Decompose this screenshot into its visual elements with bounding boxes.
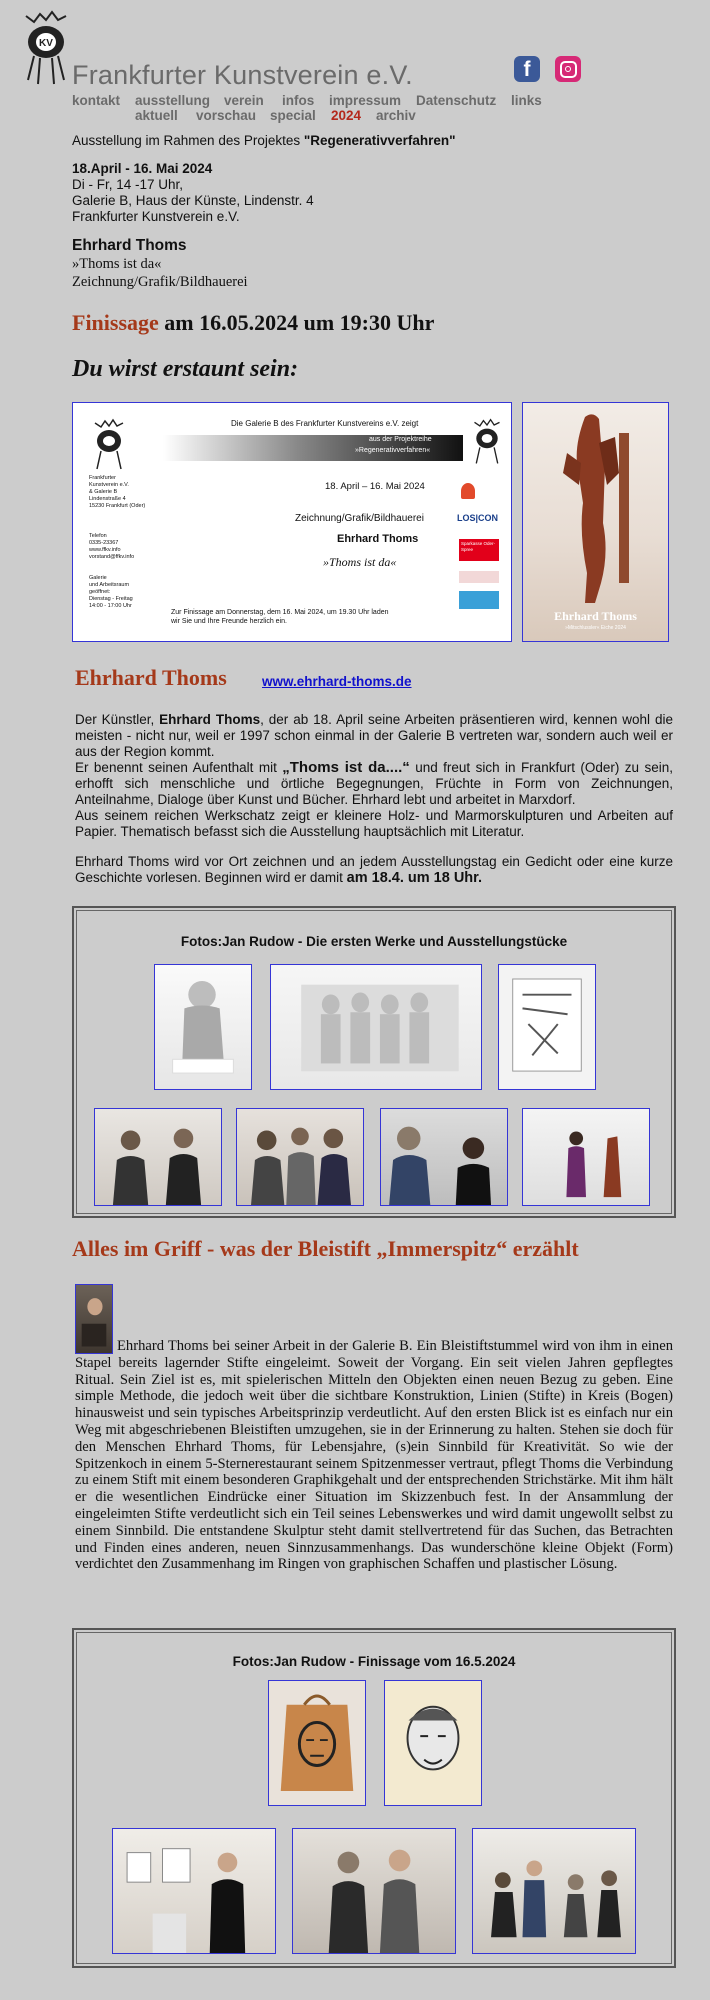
- gallery-photo[interactable]: [522, 1108, 650, 1206]
- poster-header: Die Galerie B des Frankfurter Kunstvereins e.V. zeigt: [231, 419, 419, 428]
- finissage-date: am 16.05.2024 um 19:30 Uhr: [158, 310, 435, 335]
- poster-dates: 18. April – 16. Mai 2024: [325, 481, 425, 492]
- exhibition-dates: 18.April - 16. Mai 2024: [72, 161, 213, 176]
- gallery-photo[interactable]: [498, 964, 596, 1090]
- nav-links[interactable]: links: [511, 93, 542, 108]
- portrait-drawing-icon: [385, 1681, 481, 1805]
- stone-figure-icon: [155, 965, 251, 1089]
- gallery-photo[interactable]: [236, 1108, 364, 1206]
- artist-name: Ehrhard Thoms: [72, 237, 187, 254]
- nav-ausstellung[interactable]: ausstellung: [135, 93, 211, 108]
- gallery-photo[interactable]: [292, 1828, 456, 1954]
- nav-datenschutz[interactable]: Datenschutz: [416, 93, 497, 108]
- poster-sponsor-4: [459, 591, 499, 609]
- finissage-audience-icon: [473, 1829, 635, 1953]
- wood-sculpture-icon: [523, 403, 668, 641]
- nav-vorschau[interactable]: vorschau: [196, 108, 257, 123]
- photo-gallery-2: [72, 1628, 676, 1968]
- nav-infos[interactable]: infos: [282, 93, 315, 108]
- about-p3: Aus seinem reichen Werkschatz zeigt er kleinere Holz- und Marmorskulpturen und Arbeiten auf Papier. Thematisch befasst sich die Ausstellung hauptsächlich mit Literatur.: [75, 808, 673, 839]
- project-prefix: Ausstellung im Rahmen des Projektes: [72, 133, 304, 148]
- facebook-icon[interactable]: f: [514, 56, 540, 82]
- finissage-heading: [72, 310, 434, 336]
- sculpture-photo[interactable]: [522, 402, 669, 642]
- gallery-photo[interactable]: [380, 1108, 508, 1206]
- sculpture-caption-name: Ehrhard Thoms: [554, 609, 637, 623]
- nav-archiv[interactable]: archiv: [376, 108, 416, 123]
- poster-contact: Telefon 0335-23367 www.ffkv.info vorstand@ffkv.info: [89, 533, 135, 560]
- sculpture-caption-sub: »Mitschlussler« Eiche 2024: [565, 625, 626, 631]
- poster-series-1: aus der Projektreihe: [369, 436, 432, 443]
- exhibition-poster[interactable]: [72, 402, 512, 642]
- project-name: "Regenerativverfahren": [303, 133, 456, 148]
- poster-sponsor: LOS|CON: [457, 513, 499, 523]
- visitors-icon: [381, 1109, 507, 1205]
- poster-title: »Thoms ist da«: [323, 555, 397, 569]
- marble-relief-icon: [271, 965, 481, 1089]
- pencil-text-body: Ehrhard Thoms bei seiner Arbeit in der Galerie B. Ein Bleistiftstummel wird von ihm in einen Stapel bereits lagernder Stifte eingeleimt. Soweit der Vorgang. Ein seit vielen Jahren gepflegtes Ritual. Sein Ziel ist es, mit spielerischen Mitteln den Objekten einen neuen Bezug zu geben. Eine simple Methode, die jedoch weit über die sichtbare Konstruktion, Linien (Stifte) in Kreis (Bogen) hinausweist und sein typisches Arbeitsprinzip verdeutlicht. Auf den ersten Blick ist es einfach nur ein Weg mit abgeschriebenen Bleistiften umzugehen, sie in der Erinnerung zu halten. Stehen sie doch für den Menschen Ehrhard Thoms, für Lebensjahre, (s)ein Sinnbild für Kreativität. So wie der Spitzenkoch in einem 5-Sternerestaurant seinem Spitzenmesser vertraut, pflegt Thoms die Verbindung zu einem Stift mit einem besonderen Graphikgehalt und der entsprechenden Strichstärke. Mit ihm hält er die wesentlichen Eindrücke einer Situation im Skizzenbuch fest. In der Ansammlung der eingeleimten Stifte verdeutlicht sich ein Teil seines Lebenswerkes und wird damit ungewollt selbst zu einem Sinnbild. Die entstandene Skulptur steht damit stellvertretend für das Suchen, das Betrachten und Finden eines anderen, neuen Sinnzusammenhangs. Das wunderschöne kleine Objekt (Form) verdichtet den Zusammenhang im Ringen von graphischen Schaffen und plastischer Lösung.: [75, 1338, 673, 1573]
- finissage-reading-icon: [113, 1829, 275, 1953]
- gallery-photo[interactable]: [384, 1680, 482, 1806]
- drawing-icon: [499, 965, 595, 1089]
- poster-footer-1: Zur Finissage am Donnerstag, dem 16. Mai 2024, um 19.30 Uhr laden: [171, 609, 389, 616]
- finissage-guests-icon: [293, 1829, 455, 1953]
- gallery-2-title: Fotos:Jan Rudow - Finissage vom 16.5.2024: [232, 1654, 516, 1669]
- poster-artist: Ehrhard Thoms: [337, 533, 419, 545]
- nav-2024[interactable]: 2024: [331, 108, 362, 123]
- artist-website-link[interactable]: www.ehrhard-thoms.de: [262, 674, 412, 689]
- show-title: »Thoms ist da«: [72, 256, 162, 272]
- poster-sponsor-3: [459, 571, 499, 583]
- venue-address: Galerie B, Haus der Künste, Lindenstr. 4: [72, 193, 314, 208]
- poster-sponsor-icon: [461, 483, 475, 499]
- site-title[interactable]: Frankfurter Kunstverein e.V.: [72, 60, 413, 90]
- poster-hours: Galerie und Arbeitsraum geöffnet: Dienstag - Freitag 14:00 - 17:00 Uhr: [89, 575, 133, 609]
- pencil-section-heading: Alles im Griff - was der Bleistift „Immerspitz“ erzählt: [72, 1236, 579, 1261]
- about-p1: Der Künstler, Ehrhard Thoms, der ab 18. April seine Arbeiten präsentieren wird, kennen wohl die meisten - nicht nur, weil er 1997 schon einmal in der Galerie B vertreten war, sondern auch weil er aus der Region kommt.: [75, 712, 673, 759]
- about-p4: Ehrhard Thoms wird vor Ort zeichnen und an jedem Ausstellungstag ein Gedicht oder eine kurze Geschichte vorlesen. Beginnen wird er damit am 18.4. um 18 Uhr.: [75, 854, 673, 886]
- gallery-photo[interactable]: [94, 1108, 222, 1206]
- gallery-photo[interactable]: [268, 1680, 366, 1806]
- visitors-icon: [237, 1109, 363, 1205]
- instagram-icon[interactable]: [555, 56, 581, 82]
- poster-series-2: »Regenerativverfahren«: [355, 447, 431, 454]
- gallery-photo[interactable]: [270, 964, 482, 1090]
- about-p2: Er benennt seinen Aufenthalt mit „Thoms ist da....“ und freut sich in Frankfurt (Oder) zu sein, erhofft sich menschliche und örtliche Begegnungen, Früchte in Form von Zeichnungen, Anteilnahme, Dialoge über Kunst und Bücher. Ehrhard lebt und arbeitet in Marxdorf.: [75, 759, 673, 807]
- gallery-photo[interactable]: [154, 964, 252, 1090]
- nav-verein[interactable]: verein: [224, 93, 264, 108]
- nav-special[interactable]: special: [270, 108, 316, 123]
- poster-logo: [89, 417, 129, 473]
- project-line: [72, 133, 456, 149]
- tagline: Du wirst erstaunt sein:: [72, 356, 299, 382]
- poster-footer-2: wir Sie und Ihre Freunde herzlich ein.: [171, 618, 287, 625]
- opening-hours: Di - Fr, 14 -17 Uhr,: [72, 177, 184, 192]
- finissage-word: Finissage: [72, 310, 159, 335]
- nav-row-1: [72, 93, 120, 108]
- organizer: Frankfurter Kunstverein e.V.: [72, 209, 240, 224]
- artist-heading: Ehrhard Thoms: [75, 665, 227, 690]
- show-media: Zeichnung/Grafik/Bildhauerei: [72, 274, 248, 290]
- nav-row-2: [135, 108, 178, 123]
- photo-gallery-1: [72, 906, 676, 1218]
- svg-text:KV: KV: [39, 38, 53, 49]
- gallery-photo[interactable]: [472, 1828, 636, 1954]
- gallery-photo[interactable]: [112, 1828, 276, 1954]
- nav-kontakt[interactable]: kontakt: [72, 93, 121, 108]
- nav-impressum[interactable]: impressum: [329, 93, 402, 108]
- poster-sparkasse: Sparkasse Oder-Spree: [459, 539, 499, 561]
- poster-media: Zeichnung/Grafik/Bildhauerei: [295, 513, 424, 524]
- kunstverein-logo[interactable]: [18, 8, 74, 88]
- poster-logo-right: [469, 417, 505, 467]
- visitor-sculpture-icon: [523, 1109, 649, 1205]
- portrait-bag-icon: [269, 1681, 365, 1805]
- pencil-section-text: [75, 1338, 673, 1573]
- nav-aktuell[interactable]: aktuell: [135, 108, 178, 123]
- poster-address: Frankfurter Kunstverein e.V. & Galerie B Lindenstraße 4 15230 Frankfurt (Oder): [89, 475, 146, 509]
- gallery-1-title: Fotos:Jan Rudow - Die ersten Werke und Ausstellungstücke: [180, 934, 568, 949]
- visitors-icon: [95, 1109, 221, 1205]
